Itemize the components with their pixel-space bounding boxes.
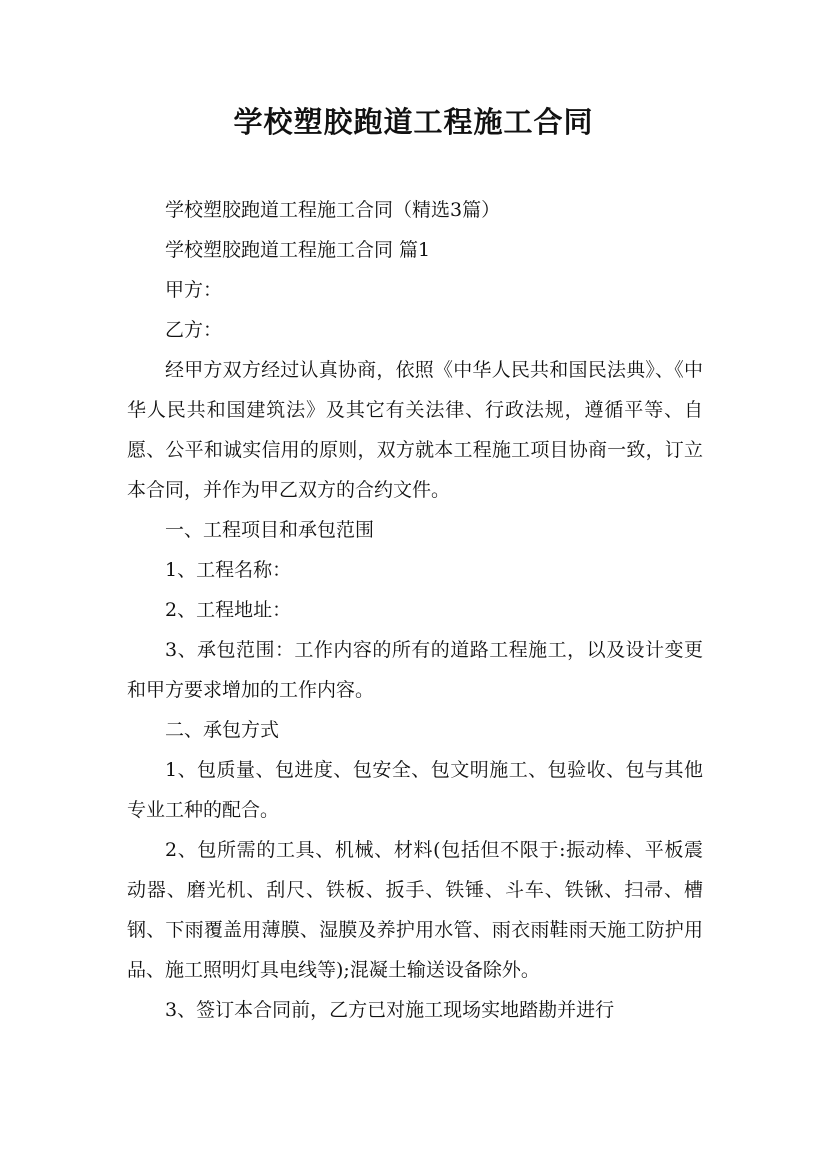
preamble-paragraph: 经甲方双方经过认真协商，依照《中华人民共和国民法典》、《中华人民共和国建筑法》及其它有关法律、行政法规，遵循平等、自愿、公平和诚实信用的原则，双方就本工程施工项目协商一致，订立本合同，并作为甲乙双方的合约文件。 <box>127 359 703 501</box>
clause-project-name: 1、工程名称： <box>165 559 292 581</box>
clause-method-3: 3、签订本合同前，乙方已对施工现场实地踏勘并进行 <box>165 999 615 1021</box>
contract-subtitle: 学校塑胶跑道工程施工合同（精选3篇） <box>165 199 501 221</box>
clause-project-address: 2、工程地址： <box>165 599 292 621</box>
section-heading-part-1: 学校塑胶跑道工程施工合同 篇1 <box>165 239 431 261</box>
clause-method-2: 2、包所需的工具、机械、材料(包括但不限于:振动棒、平板震动器、磨光机、刮尺、铁板、扳手、铁锤、斗车、铁锹、扫帚、槽钢、下雨覆盖用薄膜、湿膜及养护用水管、雨衣雨鞋雨天施工防护用品、施工照明灯具电线等);混凝土输送设备除外。 <box>127 839 703 981</box>
clause-heading-contract-method: 二、承包方式 <box>165 719 280 741</box>
document-title: 学校塑胶跑道工程施工合同 <box>233 105 594 139</box>
party-a-line: 甲方： <box>165 279 223 301</box>
party-b-line: 乙方： <box>165 319 223 341</box>
clause-heading-project-scope: 一、工程项目和承包范围 <box>165 519 375 541</box>
clause-contract-scope: 3、承包范围：工作内容的所有的道路工程施工，以及设计变更和甲方要求增加的工作内容。 <box>127 639 703 701</box>
document-body <box>127 190 703 1030</box>
clause-method-1: 1、包质量、包进度、包安全、包文明施工、包验收、包与其他专业工种的配合。 <box>127 759 703 821</box>
